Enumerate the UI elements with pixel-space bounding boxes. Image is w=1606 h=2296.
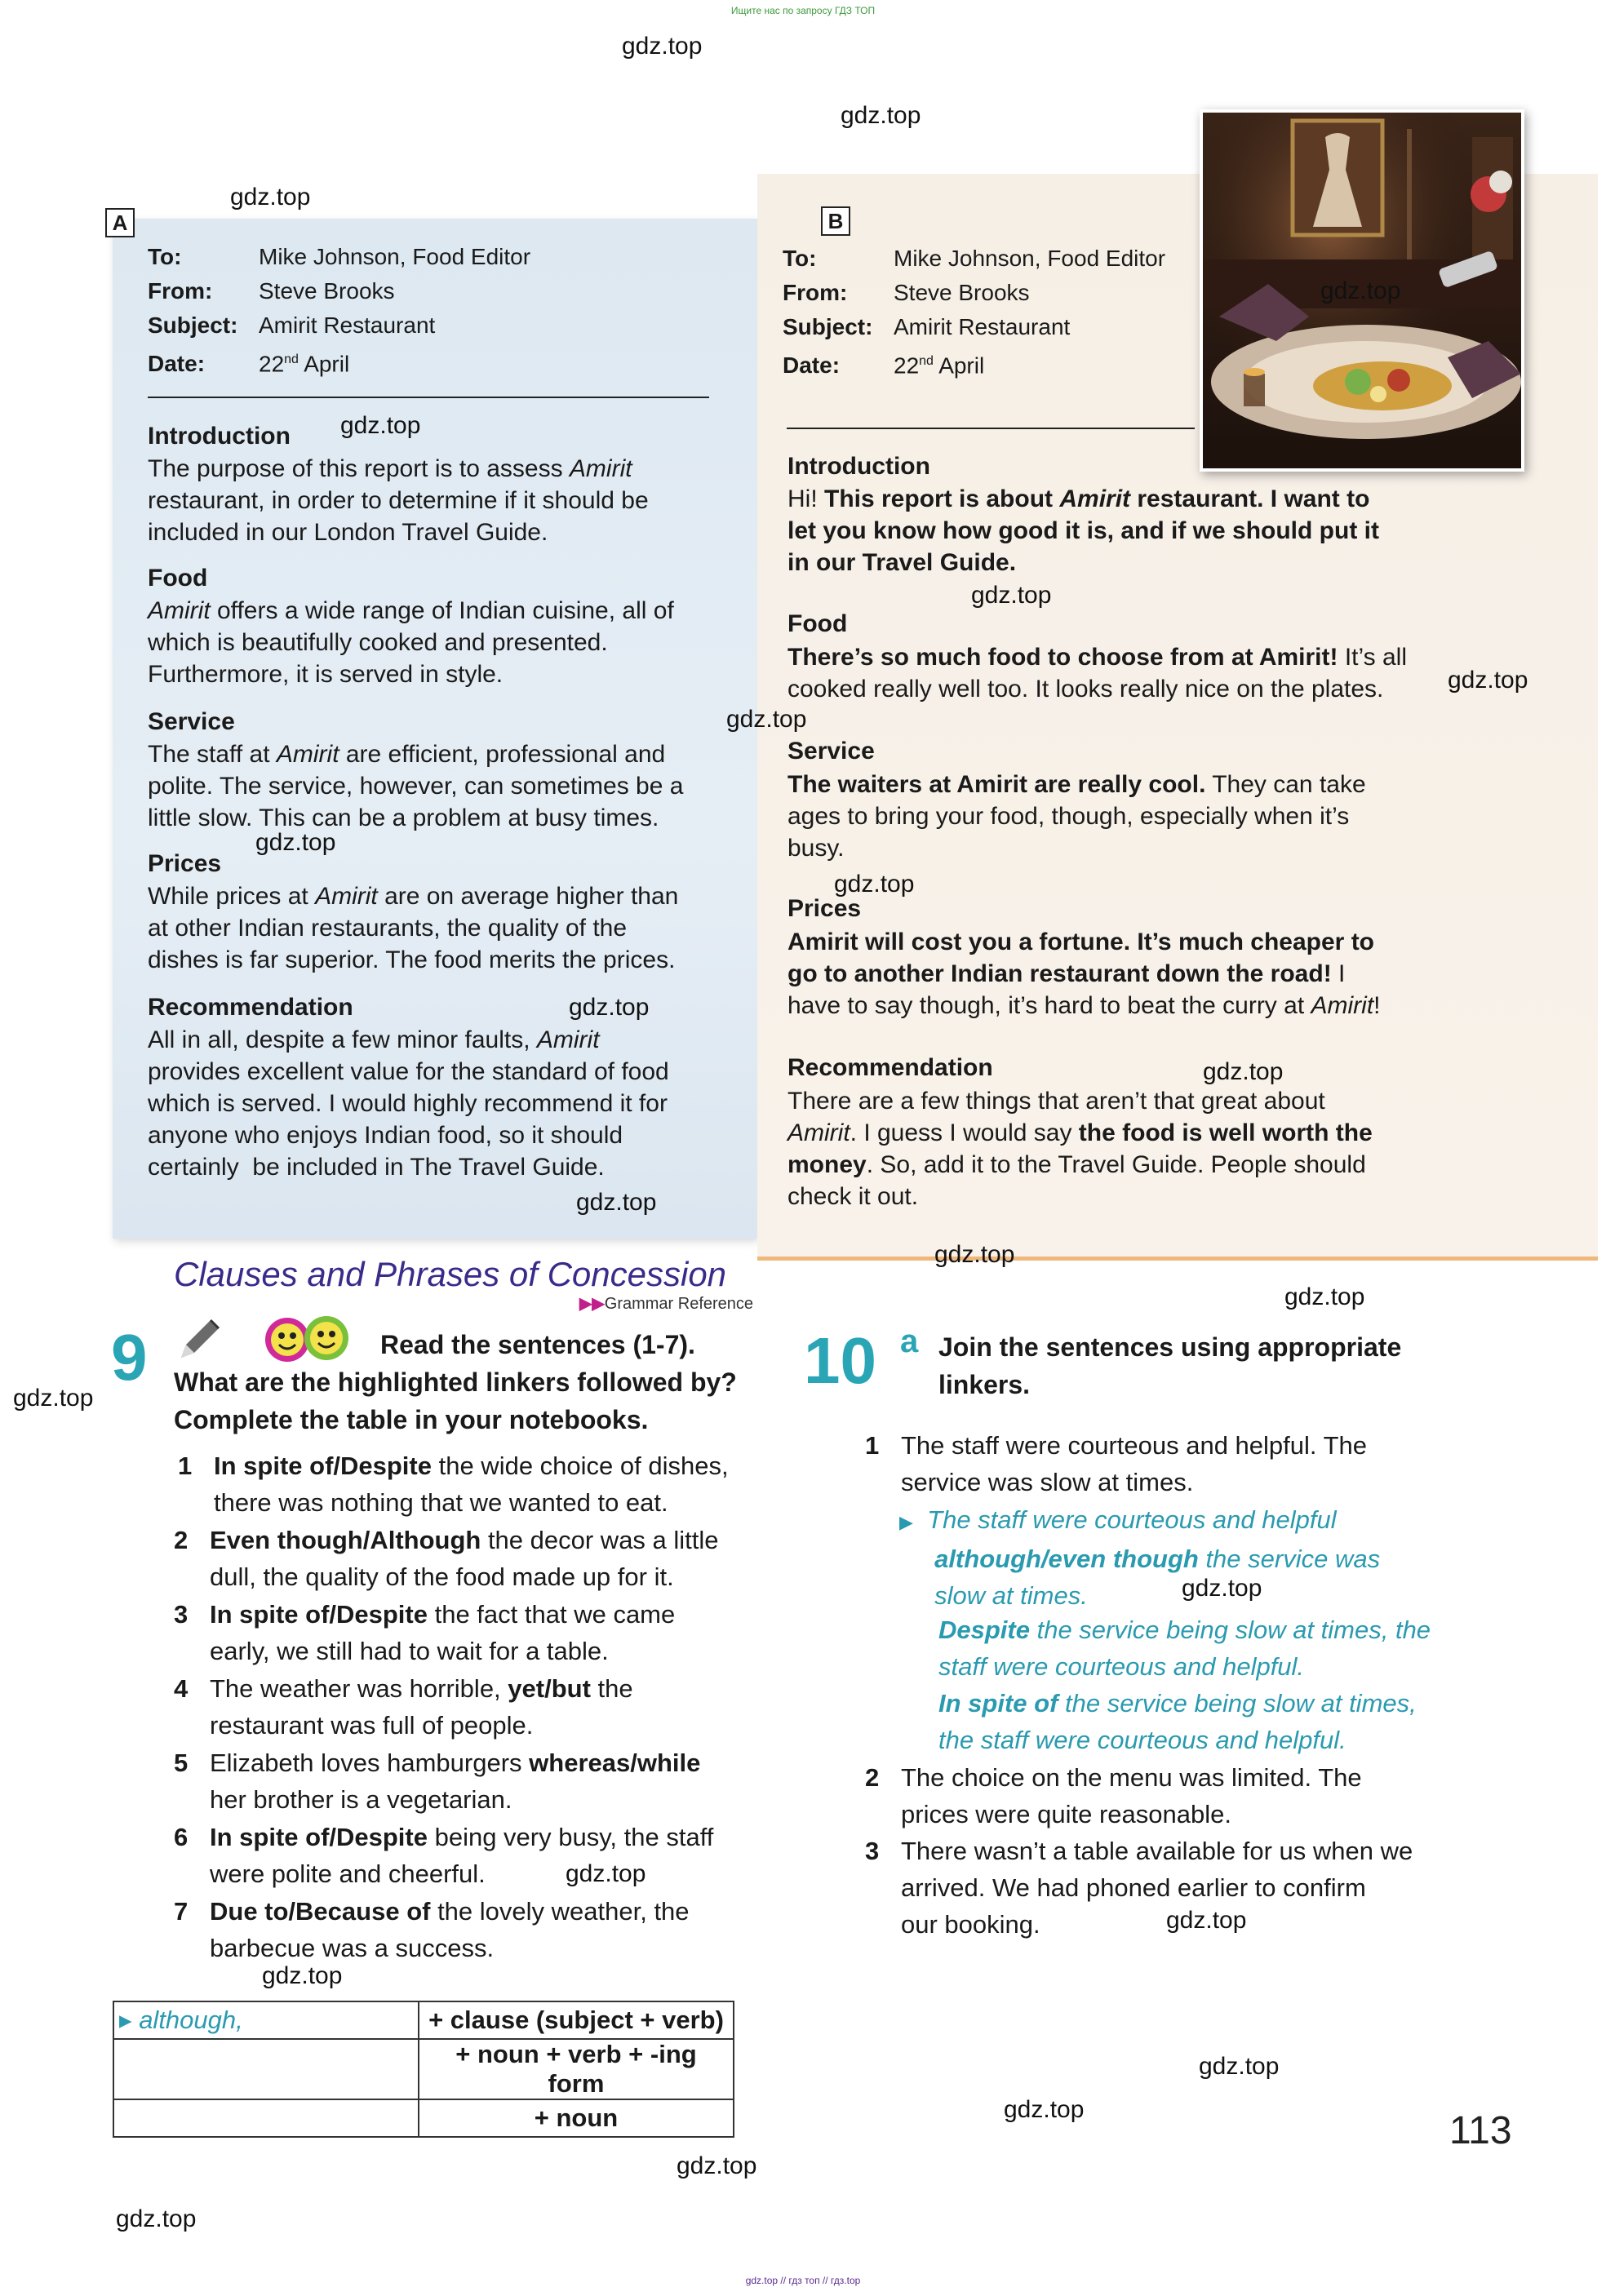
watermark: gdz.top: [1320, 277, 1401, 304]
grammar-reference-link[interactable]: [579, 1293, 753, 1314]
exercise-10-instruction-2: linkers.: [938, 1370, 1031, 1399]
report-a-rec-text: All in all, despite a few minor faults, Amirit provides excellent value for the standard of food which is served. I would highly recommend it for anyone who enjoys Indian food, so it should certainly be included in The Travel Guide.: [148, 1026, 669, 1181]
grammar-title: Clauses and Phrases of Concession: [174, 1255, 727, 1293]
exercise-10-item: 2 The choice on the menu was limited. The prices were quite reasonable.: [865, 1763, 1362, 1828]
report-b-intro-title: Introduction: [787, 453, 930, 480]
arrow-icon: ▶: [899, 1512, 913, 1532]
watermark: gdz.top: [841, 102, 921, 129]
watermark: gdz.top: [230, 184, 311, 211]
exercise-9-instruction-1: Read the sentences (1-7).: [380, 1330, 695, 1359]
to-value: Mike Johnson, Food Editor: [259, 244, 531, 269]
arrow-icon: ▸: [119, 2006, 132, 2034]
exercise-10-answer-2: Despite the service being slow at times, the staff were courteous and helpful.: [938, 1616, 1431, 1681]
subject-value: Amirit Restaurant: [894, 314, 1071, 339]
report-b-food-title: Food: [787, 610, 848, 637]
exercise-10-letter: a: [900, 1323, 919, 1359]
pair-work-icon: [263, 1314, 353, 1364]
example-linker: although,: [139, 2006, 243, 2034]
watermark: gdz.top: [13, 1385, 94, 1412]
report-a-food-title: Food: [148, 565, 208, 592]
subject-value: Amirit Restaurant: [259, 312, 436, 338]
exercise-10-item: 1 The staff were courteous and helpful. The service was slow at times.: [865, 1431, 1367, 1496]
date-suffix: nd: [284, 352, 299, 366]
page-number: 113: [1449, 2109, 1512, 2152]
table-cell-empty: [113, 2039, 419, 2099]
watermark: gdz.top: [1199, 2053, 1280, 2080]
to-key: To:: [783, 246, 817, 271]
watermark: gdz.top: [1004, 2096, 1085, 2123]
watermark: gdz.top: [622, 33, 703, 60]
report-a-service-title: Service: [148, 708, 235, 735]
subject-key: Subject:: [148, 312, 238, 338]
table-cell-empty: [113, 2099, 419, 2137]
exercise-9-item: 2 Even though/Although the decor was a little dull, the quality of the food made up for it.: [174, 1526, 719, 1591]
table-row: [113, 2039, 734, 2099]
watermark: gdz.top: [576, 1189, 657, 1216]
exercise-10-answer-3: In spite of the service being slow at times, the staff were courteous and helpful.: [938, 1689, 1417, 1754]
exercise-9-item: 1 In spite of/Despite the wide choice of dishes, there was nothing that we wanted to eat.: [178, 1452, 729, 1517]
exercise-10-number: 10: [804, 1324, 876, 1397]
grammar-reference-label: Grammar Reference: [604, 1295, 754, 1313]
exercise-9-item: 3 In spite of/Despite the fact that we came early, we still had to wait for a table.: [174, 1600, 676, 1665]
watermark: gdz.top: [834, 871, 915, 898]
report-b-prices-title: Prices: [787, 895, 862, 922]
report-a-intro-title: Introduction: [148, 423, 291, 450]
from-key: From:: [783, 280, 848, 305]
watermark: gdz.top: [116, 2205, 197, 2232]
table-cell-example: [113, 2001, 419, 2039]
exercise-9-item: 4 The weather was horrible, yet/but the restaurant was full of people.: [174, 1674, 633, 1740]
report-b-service-title: Service: [787, 738, 875, 765]
report-a-prices-text: While prices at Amirit are on average higher than at other Indian restaurants, the quality of the dishes is far superior. The food merits the prices.: [148, 883, 679, 973]
watermark: gdz.top: [726, 706, 807, 733]
watermark: gdz.top: [1166, 1907, 1247, 1934]
report-a-divider: [148, 397, 709, 398]
table-row: [113, 2099, 734, 2137]
date-month: April: [298, 351, 350, 377]
bottom-caption: gdz.top // гдз топ // гдз.top: [745, 2275, 861, 2286]
from-key: From:: [148, 278, 213, 304]
report-b-service-text: The waiters at Amirit are really cool. They can take ages to bring your food, though, especially when it’s busy.: [787, 771, 1366, 862]
watermark: gdz.top: [934, 1241, 1015, 1268]
exercise-10-instruction-1: Join the sentences using appropriate: [938, 1332, 1402, 1362]
watermark: gdz.top: [255, 829, 336, 856]
pencil-icon: [175, 1315, 224, 1364]
exercise-9-instruction-3: Complete the table in your notebooks.: [174, 1405, 649, 1434]
exercise-10-item: 3 There wasn’t a table available for us when we arrived. We had phoned earlier to confirm our booking.: [865, 1837, 1413, 1939]
report-a-label: A: [105, 208, 135, 237]
date-month: April: [933, 352, 985, 379]
exercise-9-number: 9: [111, 1321, 148, 1394]
date-day: 22: [894, 352, 920, 379]
top-caption: Ищите нас по запросу ГДЗ ТОП: [730, 5, 876, 16]
report-b-rec-text: There are a few things that aren’t that great about Amirit. I guess I would say the food is well worth the money. So, add it to the Travel Guide. People should check it out.: [787, 1088, 1373, 1210]
date-day: 22: [259, 351, 285, 377]
exercise-9-item: 7 Due to/Because of the lovely weather, the barbecue was a success.: [174, 1897, 690, 1962]
from-value: Steve Brooks: [259, 278, 395, 304]
watermark: gdz.top: [340, 412, 421, 439]
report-b-food-text: There’s so much food to choose from at Amirit! It’s all cooked really well too. It looks really nice on the plates.: [787, 644, 1407, 703]
watermark: gdz.top: [677, 2152, 757, 2179]
watermark: gdz.top: [566, 1860, 646, 1887]
to-key: To:: [148, 244, 182, 269]
watermark: gdz.top: [569, 994, 650, 1021]
subject-key: Subject:: [783, 314, 873, 339]
report-a-food-text: Amirit offers a wide range of Indian cuisine, all of which is beautifully cooked and presented. Furthermore, it is served in style.: [148, 597, 674, 688]
double-arrow-icon: ▶▶: [579, 1295, 605, 1313]
watermark: gdz.top: [1448, 667, 1528, 694]
table-cell-structure: + noun: [419, 2099, 734, 2137]
report-b-intro-text: Hi! This report is about Amirit restaurant. I want to let you know how good it is, and if we should put it in our Travel Guide.: [787, 485, 1379, 576]
exercise-9-item: 5 Elizabeth loves hamburgers whereas/while her brother is a vegetarian.: [174, 1749, 701, 1814]
watermark: gdz.top: [262, 1962, 343, 1989]
report-a-prices-title: Prices: [148, 850, 222, 877]
date-key: Date:: [148, 351, 206, 377]
watermark: gdz.top: [1284, 1283, 1365, 1310]
report-a-rec-title: Recommendation: [148, 994, 353, 1021]
date-key: Date:: [783, 352, 841, 379]
report-b-label: B: [821, 206, 850, 236]
report-a-intro-text: The purpose of this report is to assess Amirit restaurant, in order to determine if it should be included in our London Travel Guide.: [148, 455, 649, 546]
table-row: [113, 2001, 734, 2039]
report-b-prices-text: Amirit will cost you a fortune. It’s much cheaper to go to another Indian restaurant down the road! I have to say though, it’s hard to beat the curry at Amirit!: [787, 929, 1381, 1019]
exercise-10-answer-1: ▶ The staff were courteous and helpful although/even though the service was slow at times.: [899, 1505, 1381, 1610]
watermark: gdz.top: [1203, 1058, 1284, 1085]
report-b-header: [783, 242, 1165, 383]
report-a-header: [148, 240, 530, 381]
table-cell-structure: + clause (subject + verb): [419, 2001, 734, 2039]
report-b-divider: [787, 428, 1195, 429]
watermark: gdz.top: [971, 582, 1052, 609]
watermark: gdz.top: [1182, 1575, 1262, 1602]
table-cell-structure: + noun + verb + -ing form: [419, 2039, 734, 2099]
to-value: Mike Johnson, Food Editor: [894, 246, 1166, 271]
linker-table: [113, 2001, 734, 2138]
report-a-service-text: The staff at Amirit are efficient, professional and polite. The service, however, can sometimes be a little slow. This can be a problem at busy times.: [148, 741, 684, 831]
exercise-9-instruction-2: What are the highlighted linkers followed by?: [174, 1367, 737, 1397]
date-suffix: nd: [919, 354, 934, 368]
exercise-9-item: 6 In spite of/Despite being very busy, the staff were polite and cheerful.: [174, 1823, 714, 1888]
report-b-rec-title: Recommendation: [787, 1054, 993, 1081]
from-value: Steve Brooks: [894, 280, 1030, 305]
